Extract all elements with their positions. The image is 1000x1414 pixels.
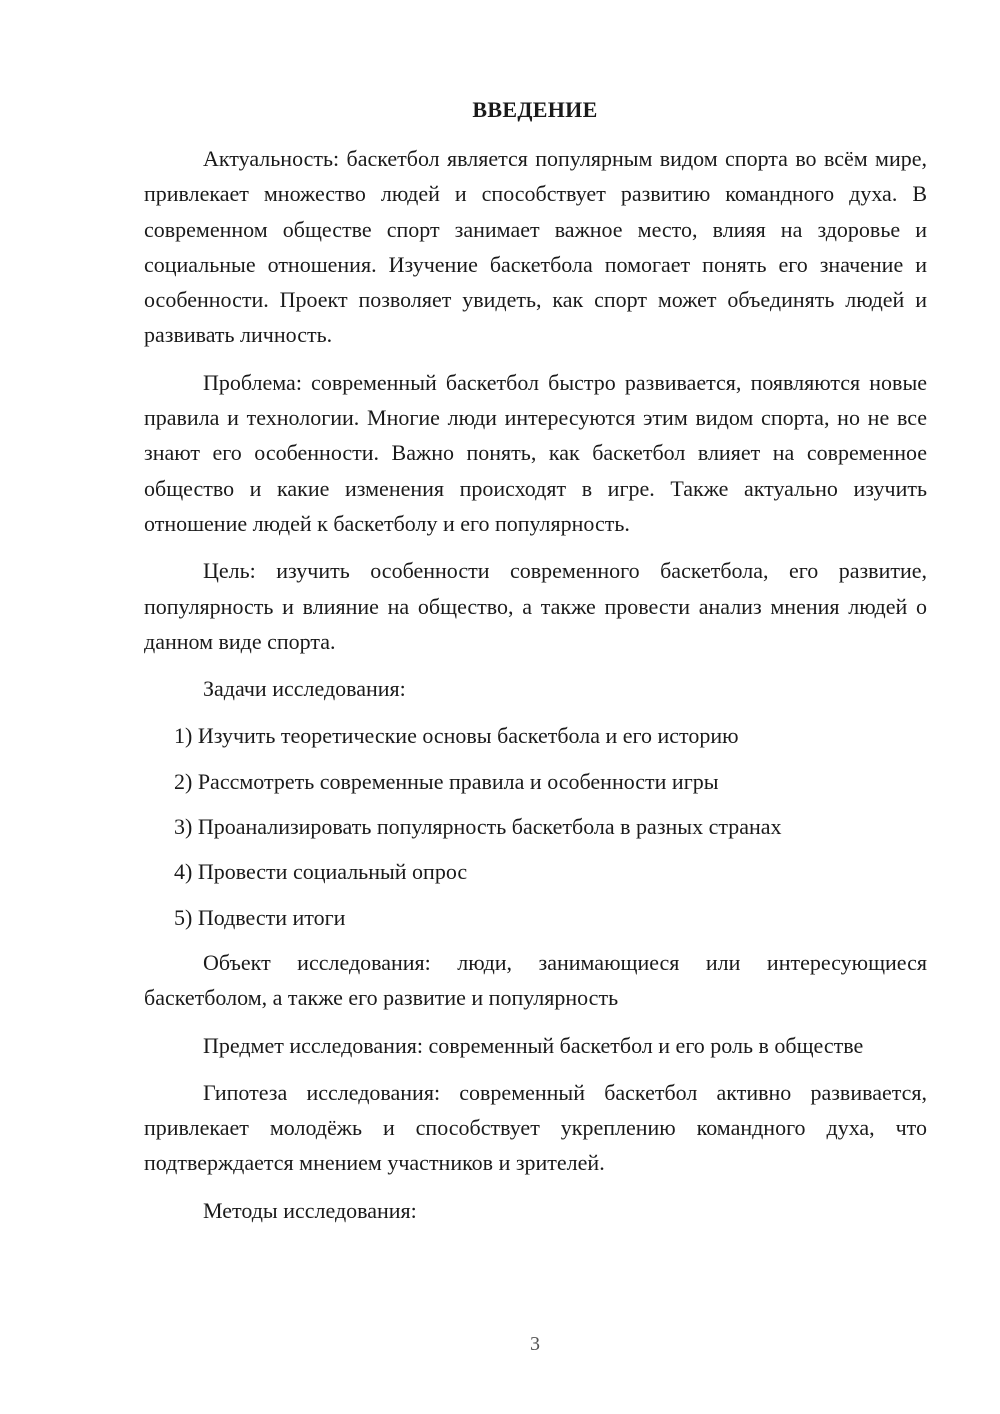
task-item-3: 3) Проанализировать популярность баскетбола в разных странах bbox=[174, 814, 782, 840]
task-item-1: 1) Изучить теоретические основы баскетбола и его историю bbox=[174, 723, 739, 749]
methods-heading: Методы исследования: bbox=[203, 1197, 417, 1223]
object-paragraph: Объект исследования: люди, занимающиеся или интересующиеся баскетболом, а также его развитие и популярность bbox=[144, 949, 927, 1011]
problem-paragraph: Проблема: современный баскетбол быстро развивается, появляются новые правила и технологии. Многие люди интересуются этим видом спорта, но не все знают его особенности. Важно понять, как баскетбол влияет на современное общество и какие изменения происходят в игре. Также актуально изучить отношение людей к баскетболу и его популярность. bbox=[144, 369, 927, 536]
task-item-2: 2) Рассмотреть современные правила и особенности игры bbox=[174, 768, 719, 794]
subject-paragraph: Предмет исследования: современный баскетбол и его роль в обществе bbox=[203, 1032, 864, 1058]
section-title: ВВЕДЕНИЕ bbox=[472, 97, 598, 122]
goal-paragraph: Цель: изучить особенности современного баскетбола, его развитие, популярность и влияние на общество, а также провести анализ мнения людей о данном виде спорта. bbox=[144, 558, 927, 654]
relevance-paragraph: Актуальность: баскетбол является популярным видом спорта во всём мире, привлекает множество людей и способствует развитию командного духа. В современном обществе спорт занимает важное место, влияя на здоровье и социальные отношения. Изучение баскетбола помогает понять его значение и особенности. Проект позволяет увидеть, как спорт может объединять людей и развивать личность. bbox=[144, 146, 927, 348]
task-item-5: 5) Подвести итоги bbox=[174, 904, 346, 930]
document-body bbox=[144, 141, 927, 1240]
page-number: 3 bbox=[530, 1333, 540, 1355]
hypothesis-paragraph: Гипотеза исследования: современный баскетбол активно развивается, привлекает молодёжь и способствует укреплению командного духа, что подтверждается мнением участников и зрителей. bbox=[144, 1079, 927, 1176]
task-item-4: 4) Провести социальный опрос bbox=[174, 859, 468, 885]
tasks-heading: Задачи исследования: bbox=[203, 676, 406, 702]
